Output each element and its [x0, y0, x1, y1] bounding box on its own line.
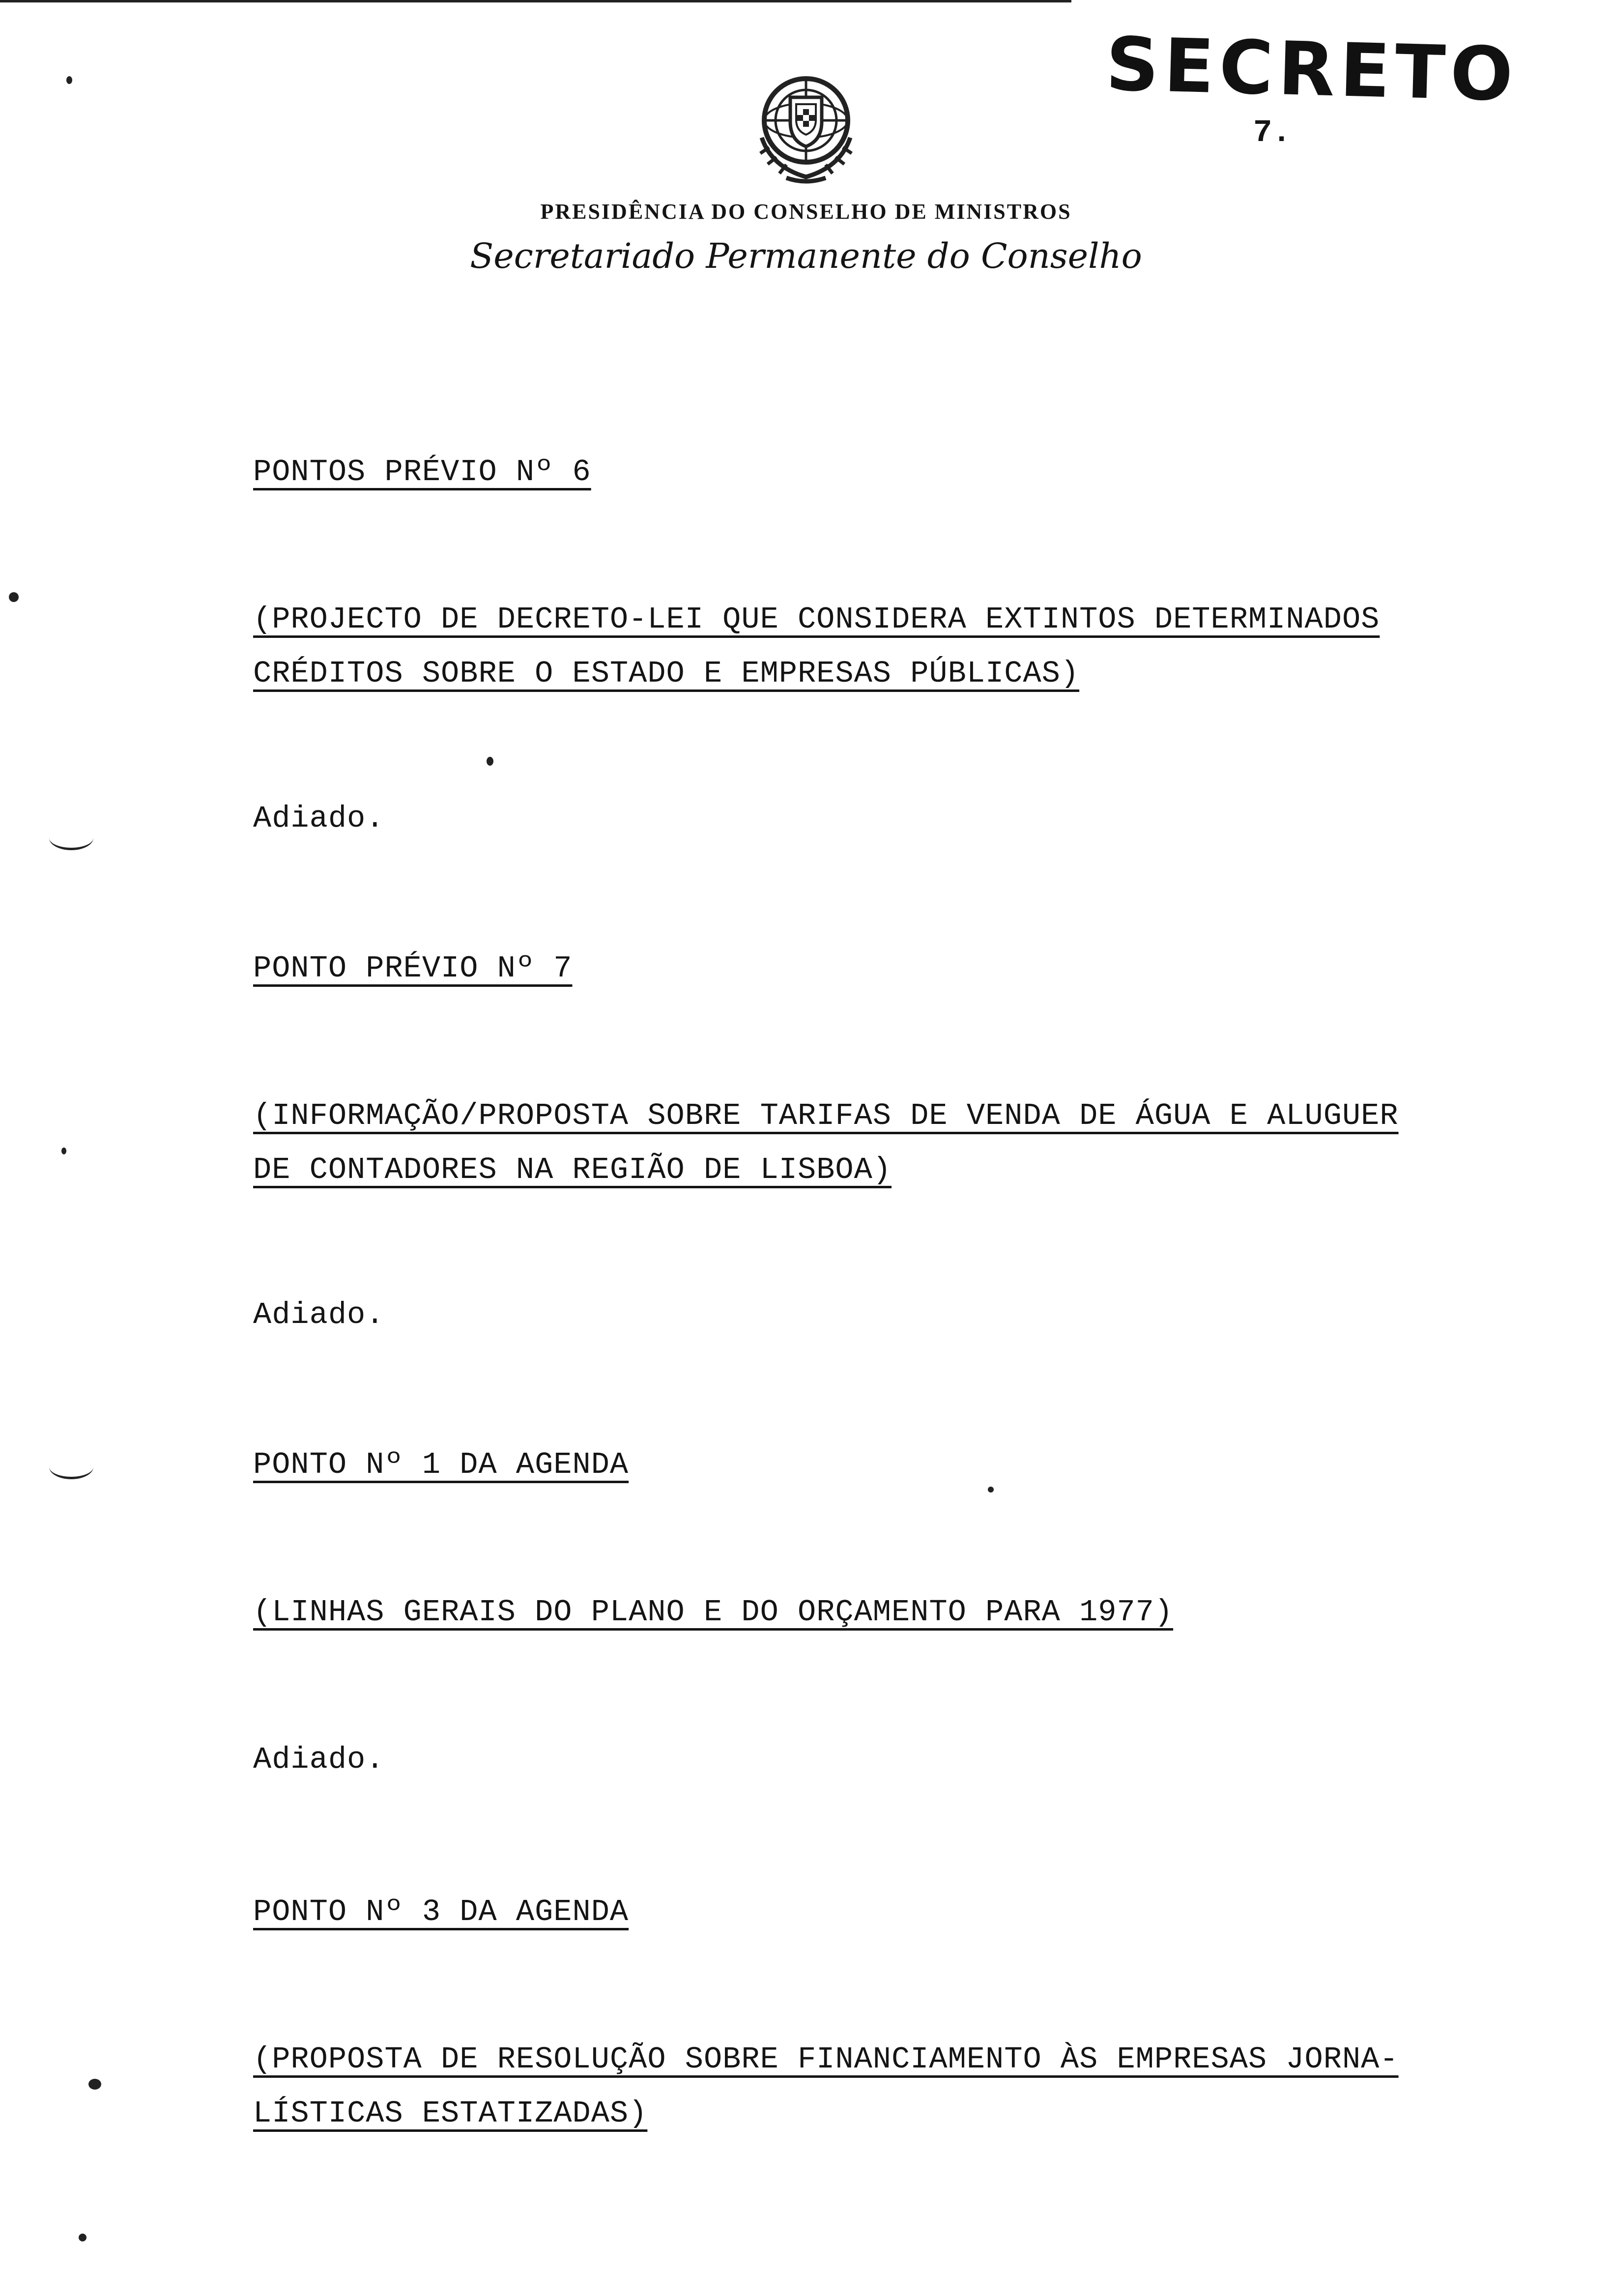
item-heading: PONTO Nº 1 DA AGENDA — [253, 1447, 629, 1482]
item-decision: Adiado. — [253, 801, 385, 836]
scan-speck — [79, 2234, 86, 2241]
scan-speck — [988, 1487, 994, 1492]
item-heading: PONTOS PRÉVIO Nº 6 — [253, 455, 591, 489]
classification-stamp: SECRETO — [1104, 22, 1519, 118]
scan-speck — [9, 592, 19, 602]
item-subject-line: (PROPOSTA DE RESOLUÇÃO SOBRE FINANCIAMENTO ÀS EMPRESAS JORNA- — [253, 2042, 1399, 2077]
item-decision: Adiado. — [253, 1742, 385, 1777]
scan-speck — [61, 1148, 66, 1154]
item-heading: PONTO Nº 3 DA AGENDA — [253, 1894, 629, 1929]
item-subject-line: (INFORMAÇÃO/PROPOSTA SOBRE TARIFAS DE VENDA DE ÁGUA E ALUGUER — [253, 1098, 1399, 1133]
department-name: Secretariado Permanente do Conselho — [470, 236, 1142, 276]
item-subject-line: (PROJECTO DE DECRETO-LEI QUE CONSIDERA EXTINTOS DETERMINADOS — [253, 602, 1380, 637]
item-heading: PONTO PRÉVIO Nº 7 — [253, 951, 573, 986]
item-subject-line: (LINHAS GERAIS DO PLANO E DO ORÇAMENTO PARA 1977) — [253, 1595, 1174, 1630]
scan-mark — [49, 826, 93, 850]
organization-name: PRESIDÊNCIA DO CONSELHO DE MINISTROS — [540, 200, 1072, 224]
scan-mark — [49, 1455, 93, 1479]
item-subject-line: DE CONTADORES NA REGIÃO DE LISBOA) — [253, 1152, 892, 1187]
scan-speck — [88, 2079, 101, 2090]
scan-speck — [66, 76, 72, 84]
scan-speck — [487, 757, 493, 766]
item-subject-line: CRÉDITOS SOBRE O ESTADO E EMPRESAS PÚBLICAS) — [253, 656, 1080, 691]
coat-of-arms-icon — [747, 64, 865, 187]
page-number: 7. — [1253, 115, 1291, 151]
item-decision: Adiado. — [253, 1297, 385, 1332]
top-rule — [0, 0, 1071, 2]
item-subject-line: LÍSTICAS ESTATIZADAS) — [253, 2096, 648, 2131]
